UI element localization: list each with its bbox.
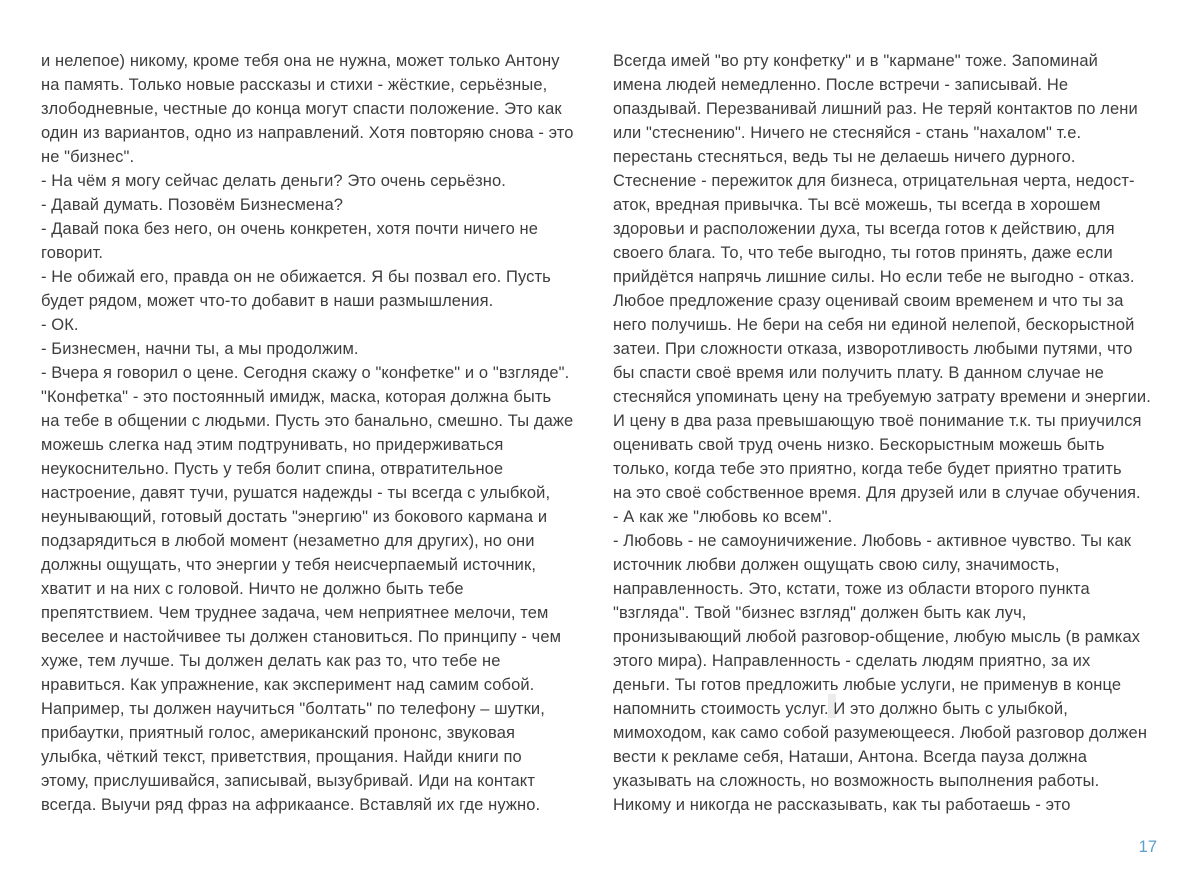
text-line: Например, ты должен научиться "болтать" по телефону – шутки, — [41, 700, 545, 718]
text-line: Любое предложение сразу оценивай своим временем и что ты за — [613, 292, 1124, 310]
text-line: имена людей немедленно. После встречи - записывай. Не — [613, 76, 1069, 94]
text-line: неукоснительно. Пусть у тебя болит спина, отвратительное — [41, 460, 504, 478]
text-line: прийдётся напрячь лишние силы. Но если тебе не выгодно - отказ. — [613, 268, 1135, 286]
text-line: - Вчера я говорил о цене. Сегодня скажу о "конфетке" и о "взгляде". — [41, 364, 570, 382]
text-line: - Любовь - не самоуничижение. Любовь - активное чувство. Ты как — [613, 532, 1132, 550]
text-line: напомнить стоимость услуг. И это должно быть с улыбкой, — [613, 700, 1068, 718]
text-line: аток, вредная привычка. Ты всё можешь, ты всегда в хорошем — [613, 196, 1101, 214]
text-line: не "бизнес". — [41, 148, 135, 166]
text-line: источник любви должен ощущать свою силу, значимость, — [613, 556, 1060, 574]
text-line: - А как же "любовь ко всем". — [613, 508, 833, 526]
text-line: бы спасти своё время или получить плату. В данном случае не — [613, 364, 1104, 382]
text-line: "взгляда". Твой "бизнес взгляд" должен быть как луч, — [613, 604, 1027, 622]
text-line: на память. Только новые рассказы и стихи - жёсткие, серьёзные, — [41, 76, 548, 94]
text-line: перестань стесняться, ведь ты не делаешь ничего дурного. — [613, 148, 1076, 166]
text-line: опаздывай. Перезванивай лишний раз. Не теряй контактов по лени — [613, 100, 1138, 118]
text-line: только, когда тебе это приятно, когда тебе будет приятно тратить — [613, 460, 1122, 478]
text-line: на это своё собственное время. Для друзей или в случае обучения. — [613, 484, 1141, 502]
text-line: хватит и на них с головой. Ничто не должно быть тебе — [41, 580, 464, 598]
text-line: - На чём я могу сейчас делать деньги? Это очень серьёзно. — [41, 172, 506, 190]
text-line: - Бизнесмен, начни ты, а мы продолжим. — [41, 340, 359, 358]
text-line: подзарядиться в любой момент (незаметно для других), но они — [41, 532, 535, 550]
text-line: стесняйся упоминать цену на требуемую затрату времени и энергии. — [613, 388, 1151, 406]
text-line: - ОК. — [41, 316, 79, 334]
text-line: один из вариантов, одно из направлений. Хотя повторяю снова - это — [41, 124, 574, 142]
text-line: можешь слегка над этим подтрунивать, но придерживаться — [41, 436, 504, 454]
text-line: веселее и настойчивее ты должен становиться. По принципу - чем — [41, 628, 562, 646]
text-line: нравиться. Как упражнение, как эксперимент над самим собой. — [41, 676, 535, 694]
text-line: хуже, тем лучше. Ты должен делать как раз то, что тебе не — [41, 652, 501, 670]
text-line: - Давай пока без него, он очень конкретен, хотя почти ничего не — [41, 220, 539, 238]
text-line: Стеснение - пережиток для бизнеса, отрицательная черта, недост- — [613, 172, 1135, 190]
right-text-column — [613, 49, 1165, 817]
text-line: или "стеснению". Ничего не стесняйся - стань "нахалом" т.е. — [613, 124, 1082, 142]
text-line: должны ощущать, что энергии у тебя неисчерпаемый источник, — [41, 556, 537, 574]
text-line: направленность. Это, кстати, тоже из области второго пункта — [613, 580, 1090, 598]
text-line: затеи. При сложности отказа, изворотливость любыми путями, что — [613, 340, 1133, 358]
text-line: деньги. Ты готов предложить любые услуги, не применув в конце — [613, 676, 1122, 694]
text-line: препятствием. Чем труднее задача, чем неприятнее мелочи, тем — [41, 604, 549, 622]
text-line: этого мира). Направленность - сделать людям приятно, за их — [613, 652, 1091, 670]
text-line: и нелепое) никому, кроме тебя она не нужна, может только Антону — [41, 52, 560, 70]
text-line: этому, прислушивайся, записывай, вызубривай. Иди на контакт — [41, 772, 535, 790]
left-text-column — [41, 49, 593, 817]
text-line: улыбка, чёткий текст, приветствия, прощания. Найди книги по — [41, 748, 522, 766]
text-line: на тебе в общении с людьми. Пусть это банально, смешно. Ты даже — [41, 412, 574, 430]
text-line: - Давай думать. Позовём Бизнесмена? — [41, 196, 344, 214]
text-line: указывать на сложность, но возможность выполнения работы. — [613, 772, 1100, 790]
text-line: будет рядом, может что-то добавит в наши размышления. — [41, 292, 494, 310]
text-line: Всегда имей "во рту конфетку" и в "кармане" тоже. Запоминай — [613, 52, 1098, 70]
text-line: вести к рекламе себя, Наташи, Антона. Всегда пауза должна — [613, 748, 1087, 766]
text-line: настроение, давят тучи, рушатся надежды - ты всегда с улыбкой, — [41, 484, 551, 502]
text-line: И цену в два раза превышающую твоё понимание т.к. ты приучился — [613, 412, 1142, 430]
text-line: него получишь. Не бери на себя ни единой нелепой, бескорыстной — [613, 316, 1135, 334]
text-line: "Конфетка" - это постоянный имидж, маска, которая должна быть — [41, 388, 552, 406]
text-line: Никому и никогда не рассказывать, как ты работаешь - это — [613, 796, 1071, 814]
text-line: всегда. Выучи ряд фраз на африкаансе. Вставляй их где нужно. — [41, 796, 541, 814]
text-line: пронизывающий любой разговор-общение, любую мысль (в рамках — [613, 628, 1141, 646]
page-number: 17 — [1138, 838, 1157, 856]
text-line: говорит. — [41, 244, 104, 262]
text-line: прибаутки, приятный голос, американский прононс, звуковая — [41, 724, 516, 742]
text-line: неунывающий, готовый достать "энергию" из бокового кармана и — [41, 508, 548, 526]
text-line: своего блага. То, что тебе выгодно, ты готов принять, даже если — [613, 244, 1113, 262]
text-line: оценивать свой труд очень низко. Бескорыстным можешь быть — [613, 436, 1105, 454]
text-line: - Не обижай его, правда он не обижается. Я бы позвал его. Пусть — [41, 268, 551, 286]
text-line: здоровьи и расположении духа, ты всегда готов к действию, для — [613, 220, 1115, 238]
text-line: злободневные, честные до конца могут спасти положение. Это как — [41, 100, 562, 118]
text-line: мимоходом, как само собой разумеющееся. Любой разговор должен — [613, 724, 1148, 742]
